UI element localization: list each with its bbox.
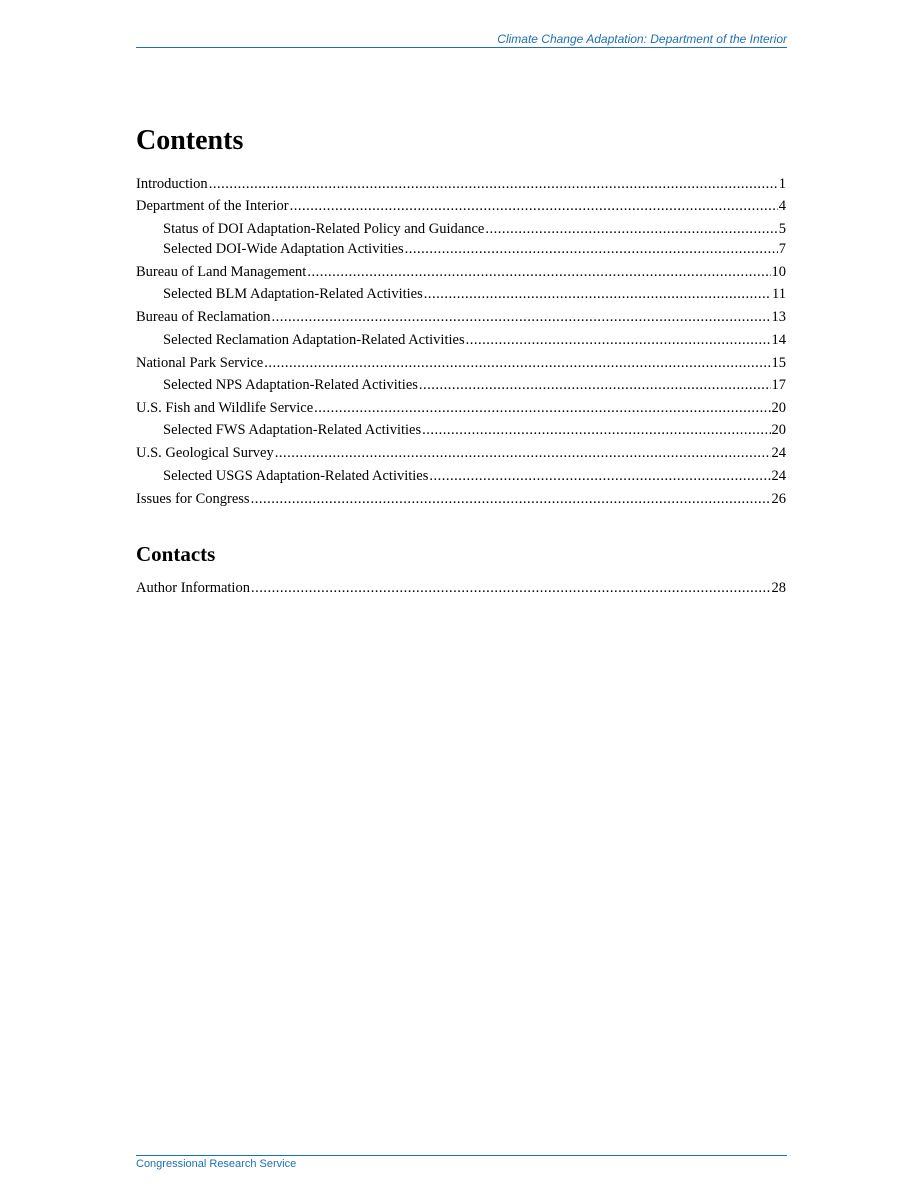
toc-entry-introduction[interactable] (136, 174, 786, 194)
toc-entry-label: Selected BLM Adaptation-Related Activities (163, 286, 423, 303)
dot-leader (424, 284, 771, 304)
toc-entry-label: Selected USGS Adaptation-Related Activities (163, 467, 429, 484)
toc-entry-usgs-activities[interactable] (136, 466, 786, 486)
toc-entry-doi-policy-guidance[interactable] (136, 219, 786, 239)
dot-leader (419, 375, 771, 395)
toc-entry-geological-survey[interactable] (136, 443, 786, 463)
toc-entry-page: 17 (771, 376, 786, 393)
table-of-contents (136, 174, 786, 511)
running-title: Climate Change Adaptation: Department of the Interior (497, 32, 787, 46)
toc-entry-page: 11 (772, 286, 786, 303)
toc-entry-label: U.S. Geological Survey (136, 445, 274, 462)
toc-entry-label: U.S. Fish and Wildlife Service (136, 399, 314, 416)
toc-entry-label: Department of the Interior (136, 198, 289, 215)
dot-leader (209, 174, 778, 194)
publisher-name: Congressional Research Service (136, 1158, 297, 1170)
toc-entry-page: 24 (771, 445, 786, 462)
toc-entry-bureau-of-reclamation[interactable] (136, 307, 786, 327)
dot-leader (251, 489, 771, 509)
dot-leader (275, 443, 771, 463)
toc-entry-national-park-service[interactable] (136, 353, 786, 373)
toc-entry-label: Introduction (136, 176, 208, 192)
toc-entry-label: Selected DOI-Wide Adaptation Activities (163, 240, 404, 257)
page-footer (136, 1155, 787, 1171)
toc-entry-label: Bureau of Land Management (136, 263, 307, 280)
contacts-heading: Contacts (136, 542, 216, 566)
contents-heading: Contents (136, 125, 244, 156)
toc-entry-page: 24 (771, 467, 786, 484)
dot-leader (422, 420, 770, 440)
toc-entry-page: 14 (771, 331, 786, 348)
toc-entry-nps-activities[interactable] (136, 375, 786, 395)
toc-entry-label: Status of DOI Adaptation-Related Policy and Guidance (163, 220, 485, 237)
toc-entry-label: Selected FWS Adaptation-Related Activities (163, 422, 422, 439)
toc-entry-page: 28 (771, 580, 786, 596)
dot-leader (466, 330, 771, 350)
toc-entry-label: Bureau of Reclamation (136, 309, 271, 326)
dot-leader (307, 262, 770, 282)
dot-leader (264, 353, 770, 373)
toc-entry-page: 5 (778, 220, 786, 237)
toc-entry-label: Author Information (136, 580, 250, 596)
toc-entry-page: 15 (771, 354, 786, 371)
toc-entry-page: 26 (771, 490, 786, 507)
dot-leader (251, 578, 771, 598)
contacts-list (136, 578, 786, 600)
dot-leader (429, 466, 770, 486)
toc-entry-bureau-of-land-management[interactable] (136, 262, 786, 282)
toc-entry-reclamation-activities[interactable] (136, 330, 786, 350)
toc-entry-doi-wide-activities[interactable] (136, 239, 786, 259)
toc-entry-page: 7 (778, 240, 786, 257)
page-header (136, 31, 787, 48)
toc-entry-issues-for-congress[interactable] (136, 489, 786, 509)
dot-leader (485, 219, 777, 239)
dot-leader (314, 398, 770, 418)
toc-entry-page: 1 (778, 176, 786, 192)
toc-entry-page: 13 (771, 309, 786, 326)
toc-entry-department-of-the-interior[interactable] (136, 196, 786, 216)
toc-entry-blm-activities[interactable] (136, 284, 786, 304)
dot-leader (405, 239, 778, 259)
toc-entry-label: National Park Service (136, 354, 264, 371)
dot-leader (271, 307, 770, 327)
toc-entry-fws-activities[interactable] (136, 420, 786, 440)
toc-entry-label: Selected Reclamation Adaptation-Related Activities (163, 331, 465, 348)
toc-entry-label: Issues for Congress (136, 490, 250, 507)
dot-leader (290, 196, 778, 216)
toc-entry-author-information[interactable] (136, 578, 786, 598)
toc-entry-page: 20 (771, 399, 786, 416)
toc-entry-page: 10 (771, 263, 786, 280)
toc-entry-page: 20 (771, 422, 786, 439)
toc-entry-page: 4 (778, 198, 786, 215)
toc-entry-fish-and-wildlife-service[interactable] (136, 398, 786, 418)
toc-entry-label: Selected NPS Adaptation-Related Activities (163, 376, 418, 393)
